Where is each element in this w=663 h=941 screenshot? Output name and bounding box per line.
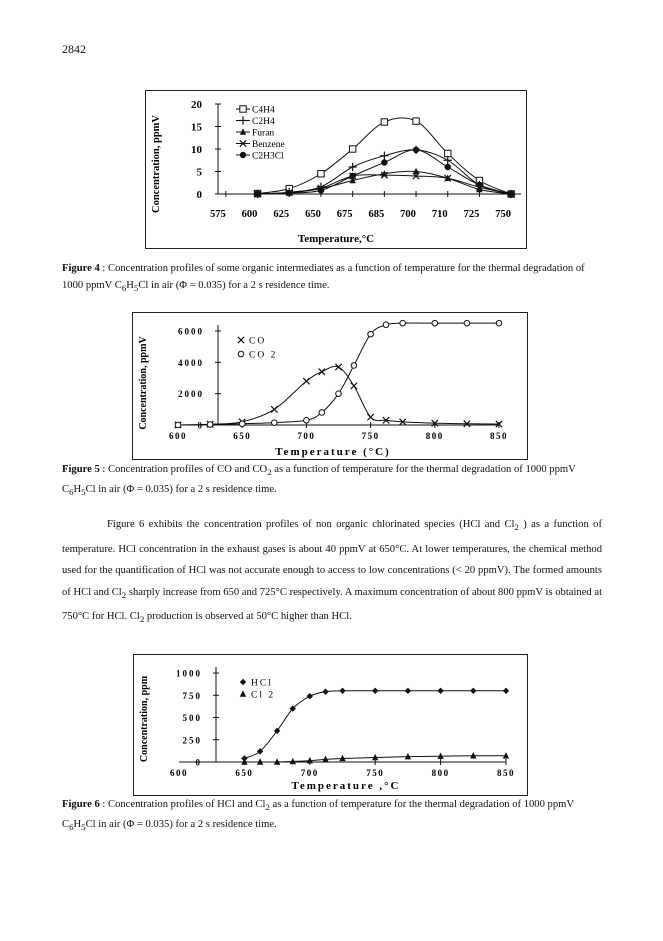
x-axis-label: Temperature (°C)	[275, 446, 391, 458]
data-point-co2	[336, 391, 342, 397]
data-point-co	[367, 414, 373, 420]
figure5-caption-label: Figure 5	[62, 464, 100, 475]
data-point-hcl	[339, 688, 345, 694]
data-point-co2	[272, 420, 278, 426]
data-point-co	[351, 383, 357, 389]
x-tick-label: 650	[233, 431, 252, 441]
y-tick-label: 10	[191, 144, 202, 156]
data-point-c4h4	[318, 171, 324, 177]
data-point-co	[271, 406, 277, 412]
data-point-co2	[368, 331, 374, 337]
data-point-c2h3cl	[508, 191, 514, 197]
data-point-c2h3cl	[413, 147, 419, 153]
y-tick-label: 1000	[176, 668, 202, 679]
x-tick-label: 600	[241, 209, 258, 220]
data-point-c2h4	[444, 156, 452, 164]
y-tick-label: 250	[182, 735, 202, 746]
data-point-c2h3cl	[476, 182, 482, 188]
data-point-co2	[496, 320, 502, 326]
figure5-caption-text: : Concentration profiles of CO and $CO_2$ as a function of temperature for the thermal degradation of 1000 ppmV $C_6H_5Cl$ in air (Φ = 0.035) for a 2 s residence time.	[62, 464, 576, 498]
data-point-co2	[400, 320, 406, 326]
x-tick-label: 800	[425, 431, 444, 441]
data-point-c4h4	[413, 118, 419, 124]
body-paragraph: Figure 6 exhibits the concentration profiles of non organic chlorinated species (HCl and $Cl_2$ ) as a function of temperature. HCl concentration in the exhaust gases is about 40 ppmV at 650°C. At lower temperatures, the chemical method used for the quantification of HCl was not accurate enough to access to low concentrations (< 20 ppmV). The formed amounts of HCl and $Cl_2$ sharply increase from 650 and 725°C respectively. A maximum concentration of about 800 ppmV is obtained at 750°C for HCl. $Cl_2$ production is observed at 50°C higher than HCl.	[62, 519, 603, 625]
series-line-hcl	[244, 691, 506, 759]
x-axis-label: Temperature,°C	[297, 233, 375, 245]
y-tick-label: 2000	[178, 389, 204, 400]
y-tick-label: 0	[195, 757, 202, 768]
legend-label: C2H3Cl	[252, 151, 284, 162]
y-tick-label: 750	[182, 690, 202, 701]
data-point-co2	[351, 363, 357, 369]
data-point-c2h3cl	[349, 173, 355, 179]
data-point-hcl	[470, 688, 476, 694]
legend-label: HCl	[251, 678, 273, 689]
data-point-co2	[383, 322, 389, 328]
y-tick-label: 500	[182, 713, 202, 723]
legend-marker	[238, 337, 244, 343]
data-point-c4h4	[445, 150, 451, 156]
data-point-c2h3cl	[318, 187, 324, 193]
legend-marker	[240, 679, 246, 685]
figure6-caption	[62, 796, 602, 836]
y-tick-label: 0	[197, 420, 204, 431]
legend-marker	[240, 152, 246, 158]
figure4-caption-text: : Concentration profiles of some organic intermediates as a function of temperature for the thermal degradation of 1000 ppmV $C_6H_5Cl$ in air (Φ = 0.035) for a 2 s residence time.	[62, 263, 585, 294]
data-point-hcl	[437, 688, 443, 694]
data-point-c4h4	[349, 146, 355, 152]
x-tick-label: 800	[431, 768, 450, 778]
data-point-c2h4	[348, 163, 356, 171]
figure5-chart	[132, 312, 528, 460]
y-tick-label: 20	[191, 99, 202, 111]
legend-label: C2H4	[252, 117, 275, 127]
legend-marker	[238, 351, 244, 357]
data-point-c2h3cl	[286, 190, 292, 196]
legend-marker	[240, 690, 246, 696]
x-tick-label: 685	[368, 209, 385, 220]
data-point-co2	[304, 418, 310, 424]
x-tick-label: 625	[273, 209, 290, 220]
y-tick-label: 5	[196, 166, 202, 179]
data-point-co2	[319, 410, 325, 416]
x-tick-label: 600	[170, 768, 188, 778]
data-point-c2h3cl	[381, 159, 387, 165]
x-axis-label: Temperature ,°C	[291, 780, 401, 792]
x-tick-label: 725	[463, 209, 480, 220]
y-axis-label: Concentration, ppmV	[151, 114, 162, 214]
figure6-caption-text: : Concentration profiles of HCl and $Cl_2$ as a function of temperature for the thermal degradation of 1000 ppmV $C_6H_5Cl$ in air (Φ = 0.035) for a 2 s residence time.	[62, 799, 574, 833]
figure4-caption-label: Figure 4	[62, 263, 100, 274]
legend-marker	[240, 106, 246, 112]
y-tick-label: 15	[191, 121, 202, 134]
x-tick-label: 650	[305, 209, 321, 220]
data-point-co2	[175, 422, 181, 428]
figure4-caption	[62, 260, 602, 297]
y-tick-label: 4000	[178, 357, 204, 368]
data-point-c2h3cl	[445, 164, 451, 170]
x-tick-label: 600	[169, 431, 187, 441]
legend-label: Benzene	[252, 140, 285, 150]
x-tick-label: 650	[235, 768, 254, 778]
y-axis-label: Concentration, ppm	[139, 675, 150, 763]
x-tick-label: 850	[497, 768, 515, 778]
figure6-caption-label: Figure 6	[62, 799, 100, 810]
x-tick-label: 700	[297, 431, 316, 441]
figure6-chart	[133, 654, 528, 796]
data-point-co2	[239, 421, 245, 427]
x-tick-label: 750	[361, 431, 380, 441]
x-tick-label: 750	[495, 209, 512, 220]
legend-label: Furan	[252, 128, 275, 139]
data-point-co2	[464, 320, 470, 326]
y-tick-label: 6000	[178, 326, 204, 337]
x-tick-label: 700	[300, 768, 319, 778]
legend-label: CO 2	[249, 350, 278, 361]
x-tick-label: 850	[490, 431, 508, 441]
data-point-co	[335, 364, 341, 370]
page-number: 2842	[62, 42, 86, 56]
data-point-c2h3cl	[254, 191, 260, 197]
legend-label: Cl 2	[251, 690, 276, 701]
x-tick-label: 675	[336, 209, 353, 220]
data-point-co	[303, 378, 309, 384]
x-tick-label: 700	[400, 209, 416, 220]
legend-label: CO	[249, 336, 267, 347]
x-tick-label: 710	[431, 209, 448, 220]
data-point-c4h4	[381, 119, 387, 125]
data-point-co2	[432, 320, 438, 326]
legend-marker	[239, 116, 247, 124]
figure4-chart	[145, 90, 527, 249]
data-point-co2	[207, 422, 213, 428]
x-tick-label: 750	[366, 768, 385, 778]
data-point-hcl	[503, 688, 509, 694]
legend-label: C4H4	[252, 105, 275, 116]
data-point-c2h4	[380, 152, 388, 160]
data-point-hcl	[307, 693, 313, 699]
y-axis-label: Concentration, ppmV	[138, 336, 149, 430]
x-tick-label: 575	[209, 209, 226, 220]
data-point-co	[319, 369, 325, 375]
data-point-hcl	[372, 688, 378, 694]
series-line-co2	[178, 323, 499, 425]
data-point-hcl	[405, 688, 411, 694]
data-point-hcl	[322, 688, 328, 694]
figure5-caption	[62, 461, 602, 501]
y-tick-label: 0	[196, 189, 202, 201]
